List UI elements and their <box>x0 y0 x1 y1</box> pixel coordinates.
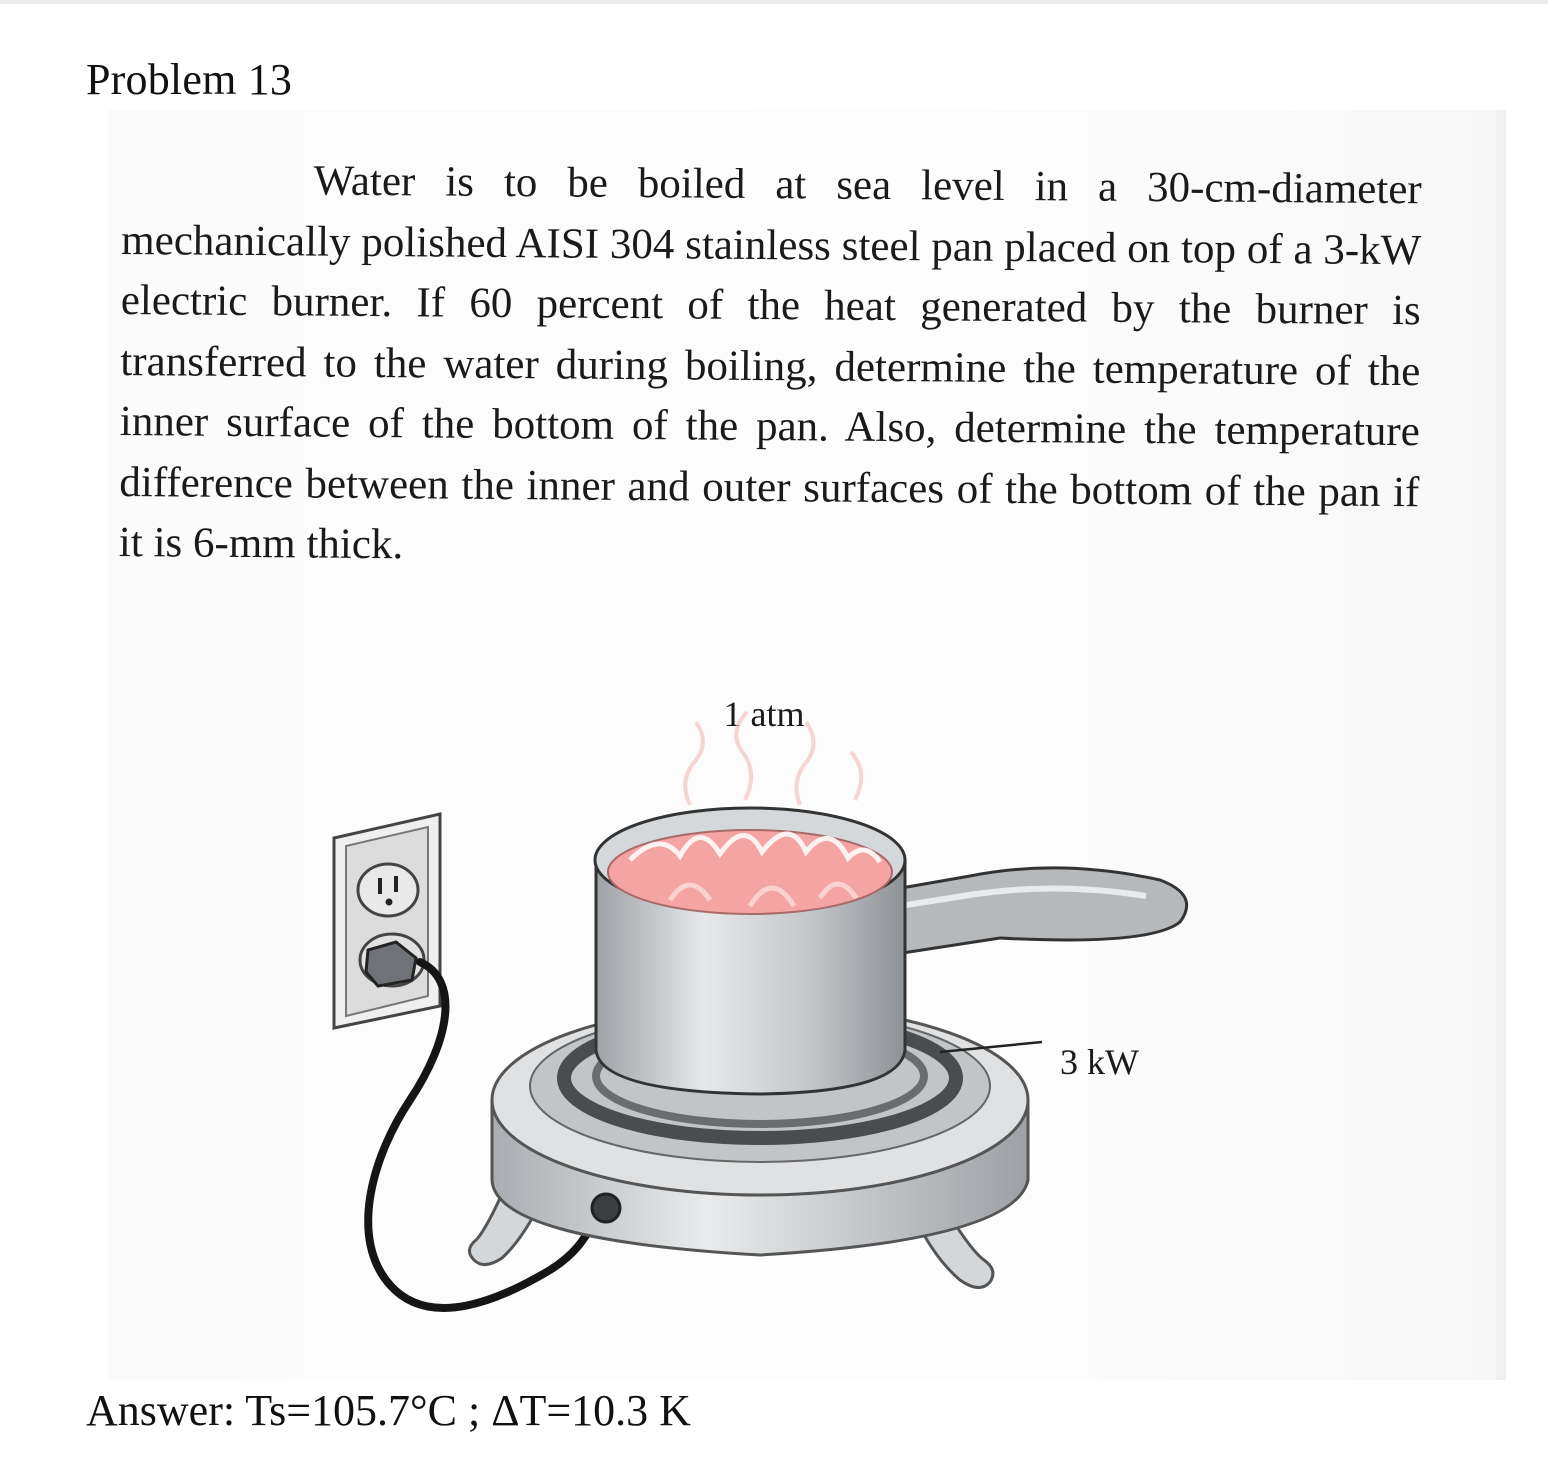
scan-edge <box>1496 110 1506 1380</box>
wall-outlet <box>334 814 440 1028</box>
power-label: 3 kW <box>1060 1042 1139 1082</box>
pressure-label: 1 atm <box>723 694 805 734</box>
problem-title: Problem 13 <box>86 55 293 104</box>
problem-statement-text: Water is to be boiled at sea level in a 30-cm-diameter mechanically polished AISI 304 stainless steel pan placed on top of a 3-kW electric burner. If 60 percent of the heat generated by the burner is transferred to the water during boiling, determine the temperature of the inner surface of the bottom of the pan. Also, determine the temperature difference between the inner and outer surfaces of the bottom of the pan if it is 6-mm thick. <box>118 157 1422 569</box>
stainless-steel-pan <box>595 808 905 1094</box>
top-divider <box>0 0 1548 4</box>
boiling-pan-figure <box>300 680 1200 1320</box>
pan-handle <box>890 868 1187 954</box>
problem-statement <box>119 150 1422 584</box>
answer-text: Answer: Ts=105.7°C ; ΔT=10.3 K <box>86 1386 691 1435</box>
